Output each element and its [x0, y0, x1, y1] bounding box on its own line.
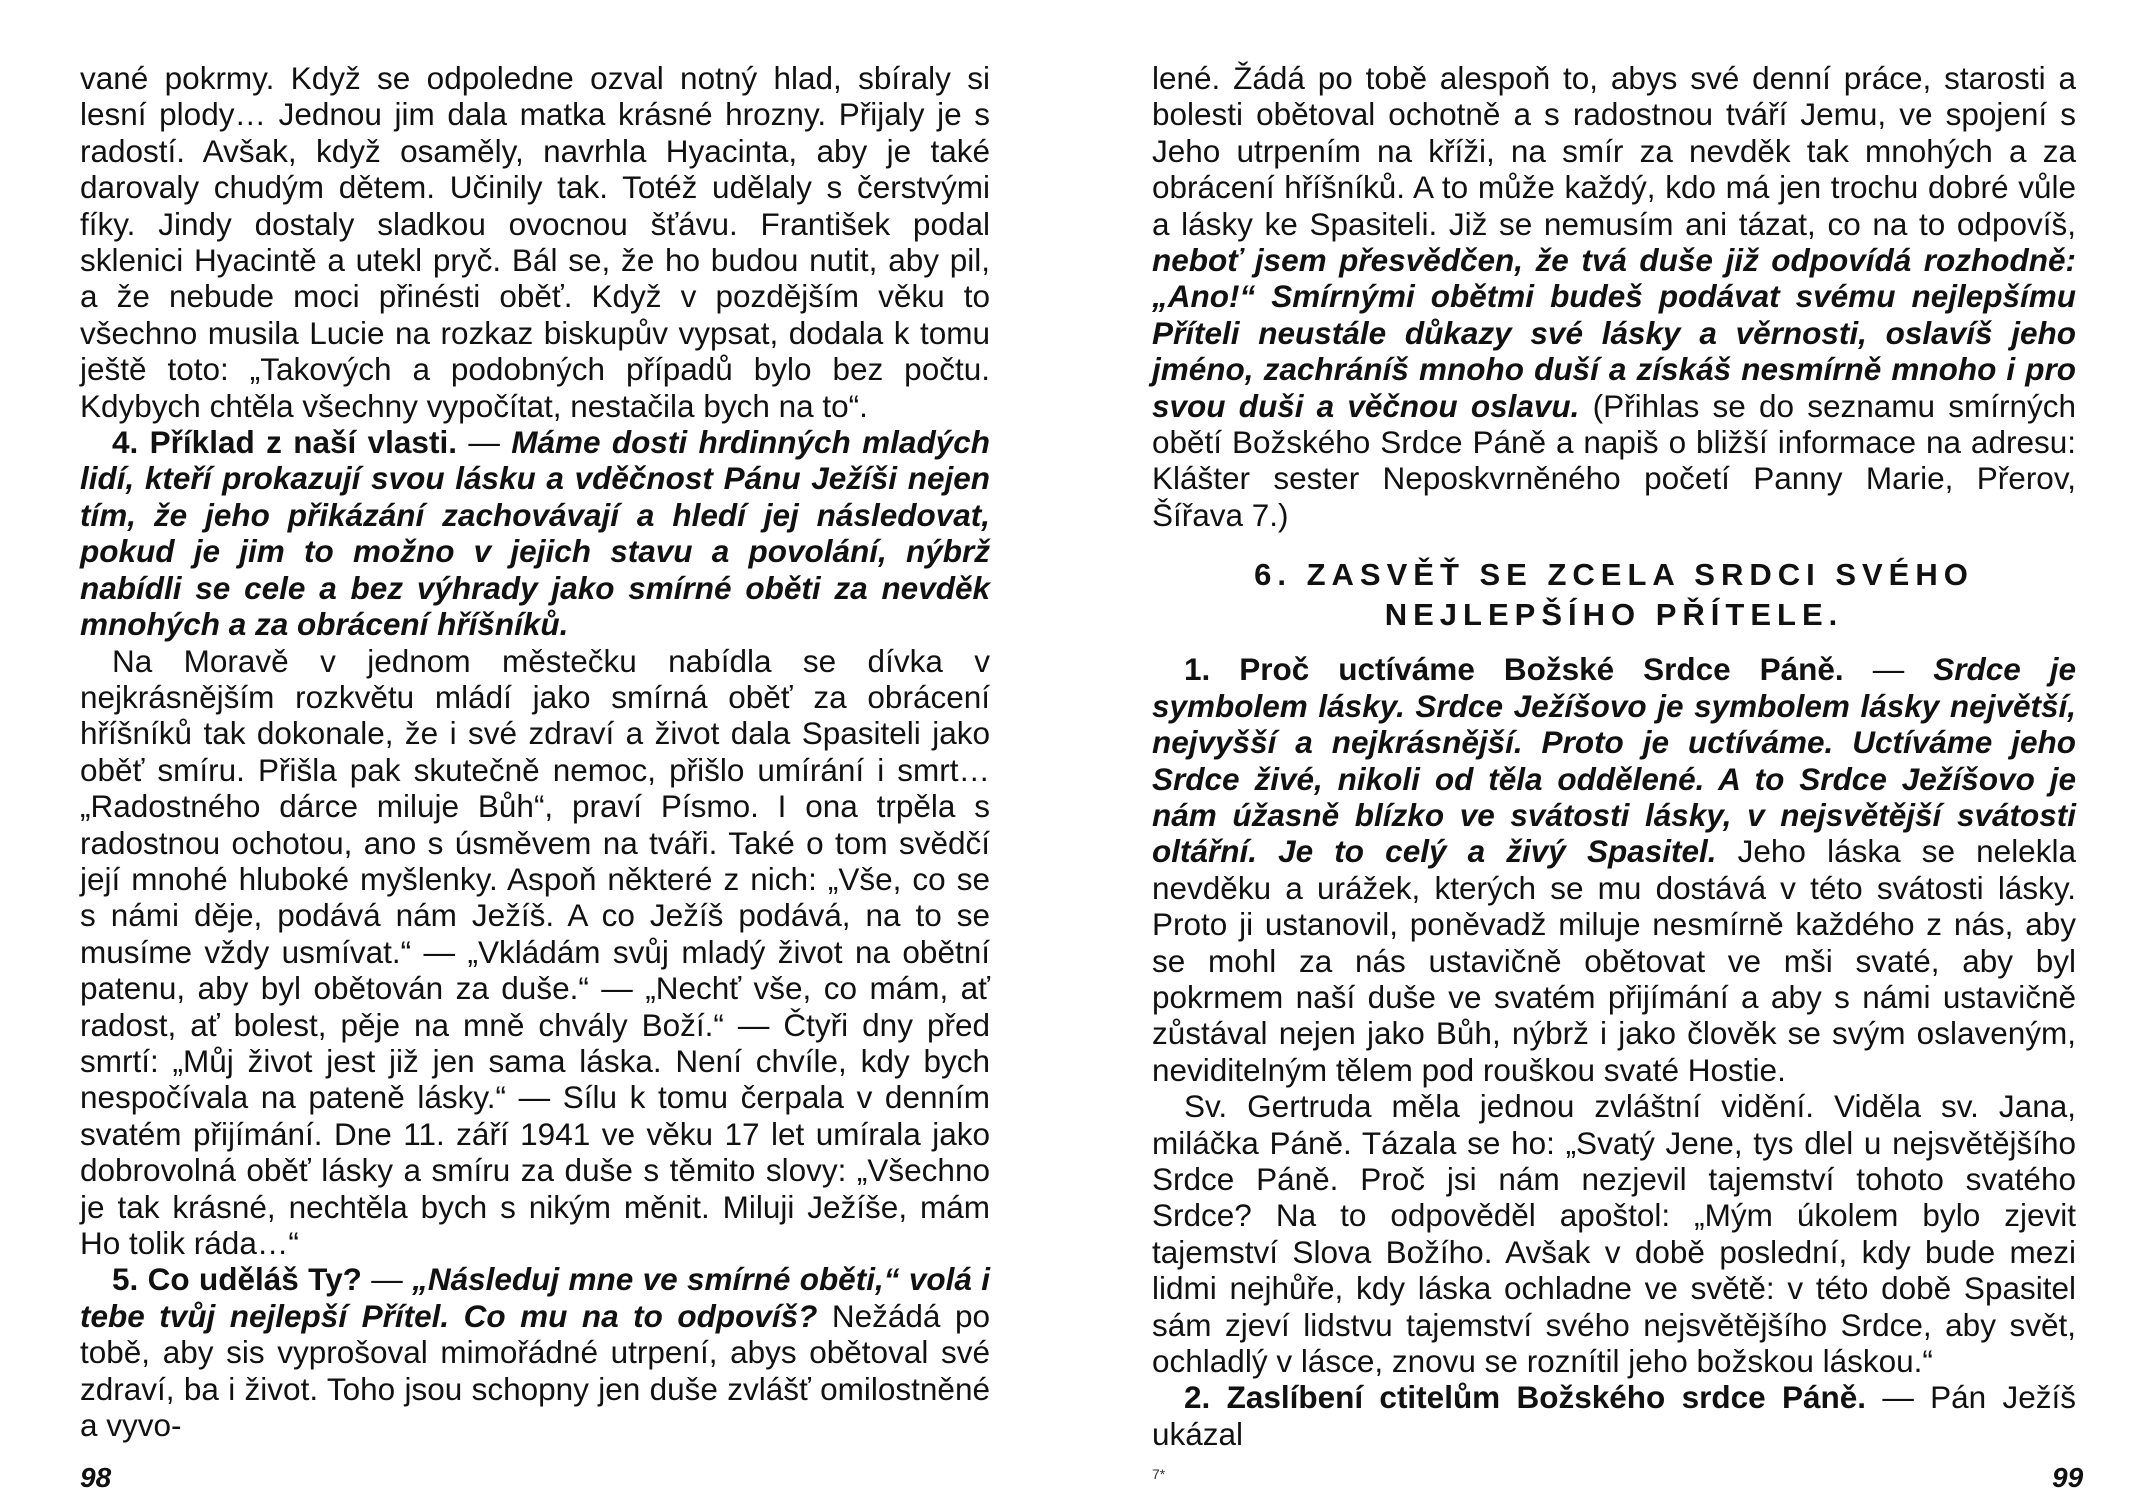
right-paragraph-1-end: (Přihlas se do seznamu smírných obětí Božského Srdce Páně a napiš o bližší informace na adresu: Klášter sester Neposkvrněného početí Panny Marie, Přerov, Šířava 7.) — [1152, 387, 2076, 533]
right-paragraph-3: Sv. Gertruda měla jednou zvláštní vidění. Viděla sv. Jana, miláčka Páně. Tázala se ho: „Svatý Jene, tys dlel u nejsvětějšího Srdce Páně. Proč jsi nám nezjevil tajemství tohoto svatého Srdce? Na to odpověděl apoštol: „Mým úkolem bylo zjevit tajemství Slova Božího. Avšak v době poslední, kdy bude mezi lidmi nejhůře, kdy láska ochladne ve světě: v této době Spasitel sám zjeví lidstvu tajemství svého nejsvětějšího Srdce, aby svět, ochladlý v lásce, znovu se roznítil jeho božskou láskou.“ — [1152, 1088, 2076, 1379]
chapter-heading — [1152, 555, 2076, 635]
page-number-left: 98 — [80, 1462, 112, 1493]
chapter-heading-line-2: NEJLEPŠÍHO PŘÍTELE. — [1384, 597, 1844, 633]
left-page — [80, 60, 990, 1443]
page-number-right: 99 — [2052, 1462, 2084, 1493]
section-5-italic: „Následuj mne ve smírné oběti,“ volá i tebe tvůj nejlepší Přítel. Co mu na to odpovíš? — [80, 1261, 990, 1334]
section-4-title: 4. Příklad z naší vlasti. — [112, 424, 457, 461]
right-page — [1152, 60, 2076, 1452]
chapter-heading-line-1: 6. ZASVĚŤ SE ZCELA SRDCI SVÉHO — [1254, 557, 1974, 593]
section-2-text: — Pán Ježíš ukázal — [1152, 1379, 2076, 1452]
left-paragraph-3: Na Moravě v jednom městečku nabídla se dívka v nejkrásnějším rozkvětu mládí jako smírná oběť za obrácení hříšníků tak dokonale, že i své zdraví a život dala Spasiteli jako oběť smíru. Přišla pak skutečně nemoc, přišlo umírání i smrt… „Radostného dárce miluje Bůh“, praví Písmo. I ona trpěla s radostnou ochotou, ano s úsměvem na tváři. Také o tom svědčí její mnohé hluboké myšlenky. Aspoň některé z nich: „Vše, co se s námi děje, podává nám Ježíš. A co Ježíš podává, na to se musíme vždy usmívat.“ — „Vkládám svůj mladý život na obětní patenu, aby byl obětován za duše.“ — „Nechť vše, co mám, ať radost, ať bolest, pěje na mně chvály Boží.“ — Čtyři dny před smrtí: „Můj život jest již jen sama láska. Není chvíle, kdy bych nespočívala na pateně lásky.“ — Sílu k tomu čerpala v denním svatém přijímání. Dne 11. září 1941 ve věku 17 let umírala jako dobrovolná oběť lásky a smíru za duše s těmito slovy: „Všechno je tak krásné, nechtěla bych s nikým měnit. Miluji Ježíše, mám Ho tolik ráda…“ — [80, 642, 990, 1261]
left-paragraph-2: 4. Příklad z naší vlasti. — Máme dosti hrdinných mladých lidí, kteří prokazují svou lásku a vděčnost Pánu Ježíši nejen tím, že jeho přikázání zachovávají a hledí jej následovat, pokud je jim to možno v jejich stavu a povolání, nýbrž nabídli se cele a bez výhrady jako smírné oběti za nevděk mnohých a za obrácení hříšníků. — [80, 424, 990, 643]
right-paragraph-2: 1. Proč uctíváme Božské Srdce Páně. — Srdce je symbolem lásky. Srdce Ježíšovo je symbolem lásky největší, nejvyšší a nejkrásnější. Proto je uctíváme. Uctíváme jeho Srdce živé, nikoli od těla oddělené. A to Srdce Ježíšovo je nám úžasně blízko ve svátosti lásky, v nejsvětější svátosti oltářní. Je to celý a živý Spasitel. Jeho láska se nelekla nevděku a urážek, kterých se mu dostává v této svátosti lásky. Proto ji ustanovil, poněvadž miluje nesmírně každého z nás, aby se mohl za nás ustavičně obětovat ve mši svaté, aby byl pokrmem naší duše ve svatém přijímání a aby s námi ustavičně zůstával nejen jako Bůh, nýbrž i jako člověk se svým oslaveným, neviditelným tělem pod rouškou svaté Hostie. — [1152, 651, 2076, 1088]
right-paragraph-4 — [1152, 1379, 2076, 1452]
right-paragraph-1 — [1152, 60, 2076, 533]
section-1-italic: Srdce je symbolem lásky. Srdce Ježíšovo je symbolem lásky největší, nejvyšší a nejkrásnější. Proto je uctíváme. Uctíváme jeho Srdce živé, nikoli od těla oddělené. A to Srdce Ježíšovo je nám úžasně blízko ve svátosti lásky, v nejsvětější svátosti oltářní. Je to celý a živý Spasitel. — [1152, 651, 2076, 870]
section-1-title: 1. Proč uctíváme Božské Srdce Páně. — [1184, 651, 1844, 688]
section-5-title: 5. Co uděláš Ty? — [112, 1261, 362, 1298]
section-1-text: Jeho láska se nelekla nevděku a urážek, kterých se mu dostává v této svátosti lásky. Proto ji ustanovil, poněvadž miluje nesmírně každého z nás, aby se mohl za nás ustavičně obětovat ve mši svaté, aby byl pokrmem naší duše ve svatém přijímání a aby s námi ustavičně zůstával nejen jako Bůh, nýbrž i jako člověk se svým oslaveným, neviditelným tělem pod rouškou svaté Hostie. — [1152, 833, 2076, 1088]
section-4-italic: Máme dosti hrdinných mladých lidí, kteří prokazují svou lásku a vděčnost Pánu Ježíši nejen tím, že jeho přikázání zachovávají a hledí jej následovat, pokud je jim to možno v jejich stavu a povolání, nýbrž nabídli se cele a bez výhrady jako smírné oběti za nevděk mnohých a za obrácení hříšníků. — [80, 424, 990, 643]
section-5-text: Nežádá po tobě, aby sis vyprošoval mimořádné utrpení, abys obětoval své zdraví, ba i život. Toho jsou schopny jen duše zvlášť omilostněné a vyvo- — [80, 1297, 990, 1444]
left-paragraph-4: 5. Co uděláš Ty? — „Následuj mne ve smírné oběti,“ volá i tebe tvůj nejlepší Přítel. Co mu na to odpovíš? Nežádá po tobě, aby sis vyprošoval mimořádné utrpení, abys obětoval své zdraví, ba i život. Toho jsou schopny jen duše zvlášť omilostněné a vyvo- — [80, 1261, 990, 1444]
section-2-title: 2. Zaslíbení ctitelům Božského srdce Páně. — [1184, 1379, 1866, 1416]
right-paragraph-1-start: lené. Žádá po tobě alespoň to, abys své denní práce, starosti a bolesti obětoval ochotně a s radostnou tváří Jemu, ve spojení s Jeho utrpením na kříži, na smír za nevděk tak mnohých a za obrácení hříšníků. A to může každý, kdo má jen trochu dobré vůle a lásky ke Spasiteli. Již se nemusím ani tázat, co na to odpovíš, — [1152, 60, 2076, 242]
left-paragraph-1: vané pokrmy. Když se odpoledne ozval notný hlad, sbíraly si lesní plody… Jednou jim dala matka krásné hrozny. Přijaly je s radostí. Avšak, když osaměly, navrhla Hyacinta, aby je také darovaly chudým dětem. Učinily tak. Totéž udělaly s čerstvými fíky. Jindy dostaly sladkou ovocnou šťávu. František podal sklenici Hyacintě a utekl pryč. Bál se, že ho budou nutit, aby pil, a že nebude moci přinésti oběť. Když v pozdějším věku to všechno musila Lucie na rozkaz biskupův vypsat, dodala k tomu ještě toto: „Takových a podobných případů bylo bez počtu. Kdybych chtěla všechny vypočítat, nestačila bych na to“. — [80, 60, 990, 424]
right-paragraph-1-italic: neboť jsem přesvědčen, že tvá duše již odpovídá rozhodně: „Ano!“ Smírnými obětmi budeš podávat svému nejlepšímu Příteli neustále důkazy své lásky a věrnosti, oslavíš jeho jméno, zachráníš mnoho duší a získáš nesmírně mnoho i pro svou duši a věčnou oslavu. — [1152, 242, 2076, 424]
signature-mark: 7* — [1152, 1466, 1166, 1482]
